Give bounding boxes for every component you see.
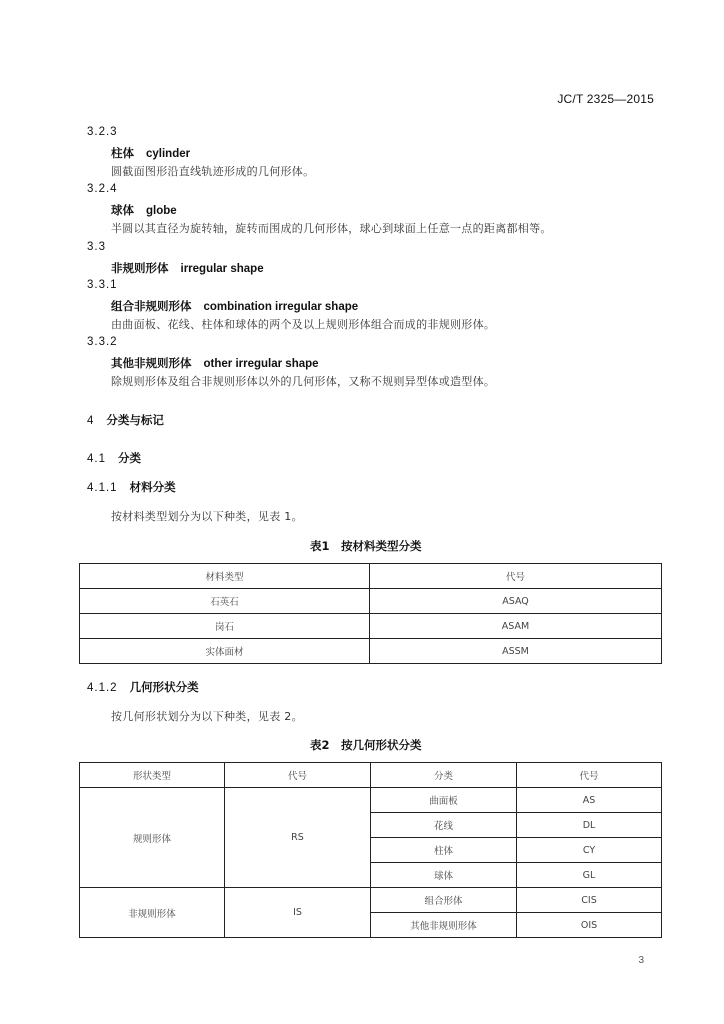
term-definition: 由曲面板、花线、柱体和球体的两个及以上规则形体组合而成的非规则形体。 [111, 318, 496, 331]
section-number: 4.1.1 [87, 482, 118, 494]
table-cell: GL [517, 863, 662, 888]
table-cell: 规则形体 [80, 788, 225, 888]
table-row [80, 639, 662, 664]
term-cn: 其他非规则形体 [111, 356, 192, 370]
clause-number: 3.3.1 [87, 279, 118, 291]
table-cell: RS [225, 788, 371, 888]
term-en: cylinder [146, 148, 191, 160]
table-header-cell: 材料类型 [80, 564, 370, 589]
table-cell: 实体面材 [80, 639, 370, 664]
table-header-cell: 形状类型 [80, 763, 225, 788]
section-heading [87, 479, 176, 495]
section-number: 4.1.2 [87, 682, 118, 694]
table-cell: OIS [517, 913, 662, 938]
table-header-cell: 分类 [371, 763, 517, 788]
table-cell: 柱体 [371, 838, 517, 863]
table-caption: 表1 按材料类型分类 [310, 539, 422, 553]
clause-number: 3.2.3 [87, 126, 118, 138]
table-cell: ASAM [370, 614, 662, 639]
section-heading [87, 412, 164, 428]
shape-classification-table [79, 762, 662, 938]
table-cell: 组合形体 [371, 888, 517, 913]
term-definition: 圆截面图形沿直线轨迹形成的几何形体。 [111, 165, 315, 178]
table-cell: ASSM [370, 639, 662, 664]
table-cell: 岗石 [80, 614, 370, 639]
table-caption: 表2 按几何形状分类 [310, 738, 422, 752]
table-header-cell: 代号 [370, 564, 662, 589]
table-header-cell: 代号 [225, 763, 371, 788]
paragraph: 按材料类型划分为以下种类，见表 1。 [111, 510, 303, 523]
term-title [111, 260, 264, 276]
term-en: globe [146, 205, 177, 217]
section-number: 4 [87, 415, 95, 427]
section-heading [87, 450, 141, 466]
table-row [80, 888, 662, 913]
term-definition: 除规则形体及组合非规则形体以外的几何形体，又称不规则异型体或造型体。 [111, 375, 496, 388]
table-cell: DL [517, 813, 662, 838]
term-cn: 非规则形体 [111, 261, 169, 275]
table-cell: 石英石 [80, 589, 370, 614]
page-number: 3 [638, 955, 644, 966]
section-heading [87, 679, 199, 695]
table-cell: 球体 [371, 863, 517, 888]
table-cell: 非规则形体 [80, 888, 225, 938]
section-title: 材料分类 [129, 480, 176, 494]
term-en: combination irregular shape [203, 301, 359, 313]
term-title [111, 145, 190, 161]
table-cell: CIS [517, 888, 662, 913]
table-cell: ASAQ [370, 589, 662, 614]
table-cell: 其他非规则形体 [371, 913, 517, 938]
section-title: 分类与标记 [106, 413, 164, 427]
table-cell: IS [225, 888, 371, 938]
term-cn: 柱体 [111, 146, 134, 160]
term-title [111, 355, 319, 371]
clause-number: 3.3.2 [87, 336, 118, 348]
term-title [111, 202, 177, 218]
term-definition: 半圆以其直径为旋转轴，旋转而围成的几何形体，球心到球面上任意一点的距离都相等。 [111, 222, 552, 235]
table-row [80, 788, 662, 813]
term-en: irregular shape [180, 263, 264, 275]
table-header-row [80, 763, 662, 788]
term-cn: 球体 [111, 203, 134, 217]
table-cell: 曲面板 [371, 788, 517, 813]
term-en: other irregular shape [203, 358, 319, 370]
term-title [111, 298, 358, 314]
table-header-cell: 代号 [517, 763, 662, 788]
table-cell: CY [517, 838, 662, 863]
term-cn: 组合非规则形体 [111, 299, 192, 313]
standard-number-header: JC/T 2325—2015 [557, 92, 654, 106]
table-cell: 花线 [371, 813, 517, 838]
clause-number: 3.3 [87, 241, 106, 253]
section-number: 4.1 [87, 453, 106, 465]
table-row [80, 589, 662, 614]
clause-number: 3.2.4 [87, 183, 118, 195]
material-classification-table [79, 563, 662, 664]
table-row [80, 614, 662, 639]
table-header-row [80, 564, 662, 589]
paragraph: 按几何形状划分为以下种类，见表 2。 [111, 710, 303, 723]
section-title: 分类 [118, 451, 141, 465]
table-cell: AS [517, 788, 662, 813]
section-title: 几何形状分类 [129, 680, 199, 694]
